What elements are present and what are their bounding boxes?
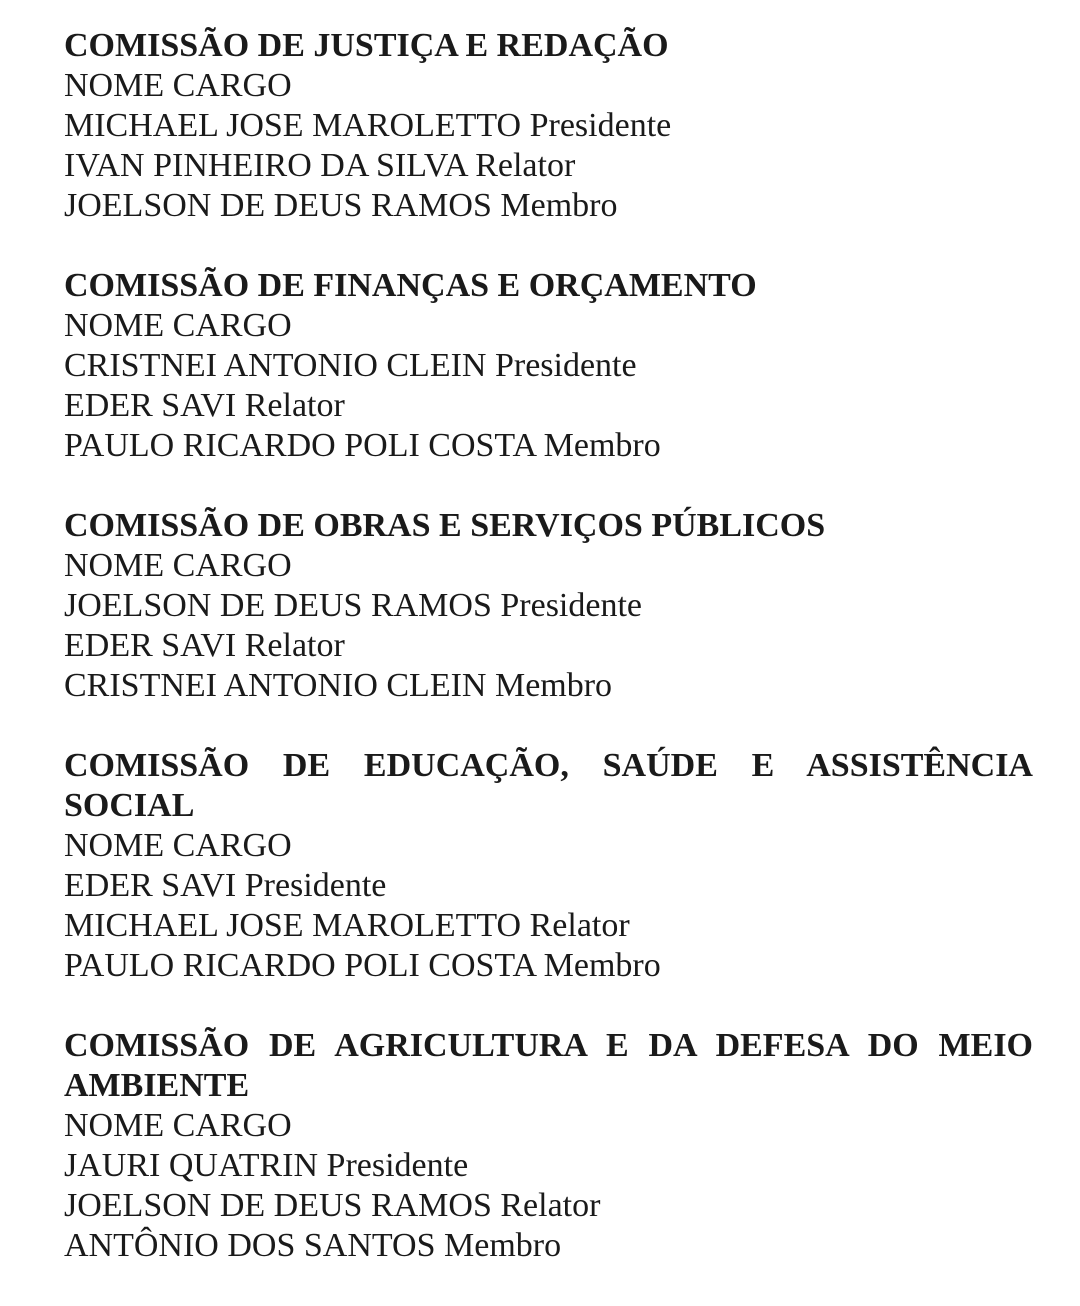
member-line: JOELSON DE DEUS RAMOS Presidente [64, 587, 642, 624]
column-header: NOME CARGO [64, 67, 292, 104]
member-line: CRISTNEI ANTONIO CLEIN Membro [64, 667, 613, 704]
committee-title: COMISSÃO DE AGRICULTURA E DA DEFESA DO MEIO AMBIENTE [64, 1027, 1033, 1104]
column-header: NOME CARGO [64, 1107, 292, 1144]
column-header: NOME CARGO [64, 827, 292, 864]
member-line: EDER SAVI Relator [64, 387, 345, 424]
member-line: CRISTNEI ANTONIO CLEIN Presidente [64, 347, 637, 384]
member-line: JAURI QUATRIN Presidente [64, 1147, 469, 1184]
member-line: MICHAEL JOSE MAROLETTO Presidente [64, 107, 672, 144]
committee-title: COMISSÃO DE FINANÇAS E ORÇAMENTO [64, 267, 757, 304]
committee-title: COMISSÃO DE EDUCAÇÃO, SAÚDE E ASSISTÊNCIA SOCIAL [64, 747, 1033, 824]
member-line: MICHAEL JOSE MAROLETTO Relator [64, 907, 630, 944]
committee-title: COMISSÃO DE JUSTIÇA E REDAÇÃO [64, 27, 669, 64]
document-body [64, 26, 1033, 1306]
member-line: IVAN PINHEIRO DA SILVA Relator [64, 147, 576, 184]
column-header: NOME CARGO [64, 307, 292, 344]
committee-title: COMISSÃO DE OBRAS E SERVIÇOS PÚBLICOS [64, 507, 826, 544]
committee-section-obras [64, 506, 1033, 706]
committee-section-financas [64, 266, 1033, 466]
member-line: JOELSON DE DEUS RAMOS Relator [64, 1187, 601, 1224]
committee-section-educacao [64, 746, 1033, 986]
member-line: EDER SAVI Presidente [64, 867, 387, 904]
member-line: EDER SAVI Relator [64, 627, 345, 664]
committee-section-agricultura [64, 1026, 1033, 1266]
member-line: PAULO RICARDO POLI COSTA Membro [64, 947, 661, 984]
committee-section-justica [64, 26, 1033, 226]
member-line: JOELSON DE DEUS RAMOS Membro [64, 187, 618, 224]
column-header: NOME CARGO [64, 547, 292, 584]
member-line: ANTÔNIO DOS SANTOS Membro [64, 1227, 562, 1264]
member-line: PAULO RICARDO POLI COSTA Membro [64, 427, 661, 464]
